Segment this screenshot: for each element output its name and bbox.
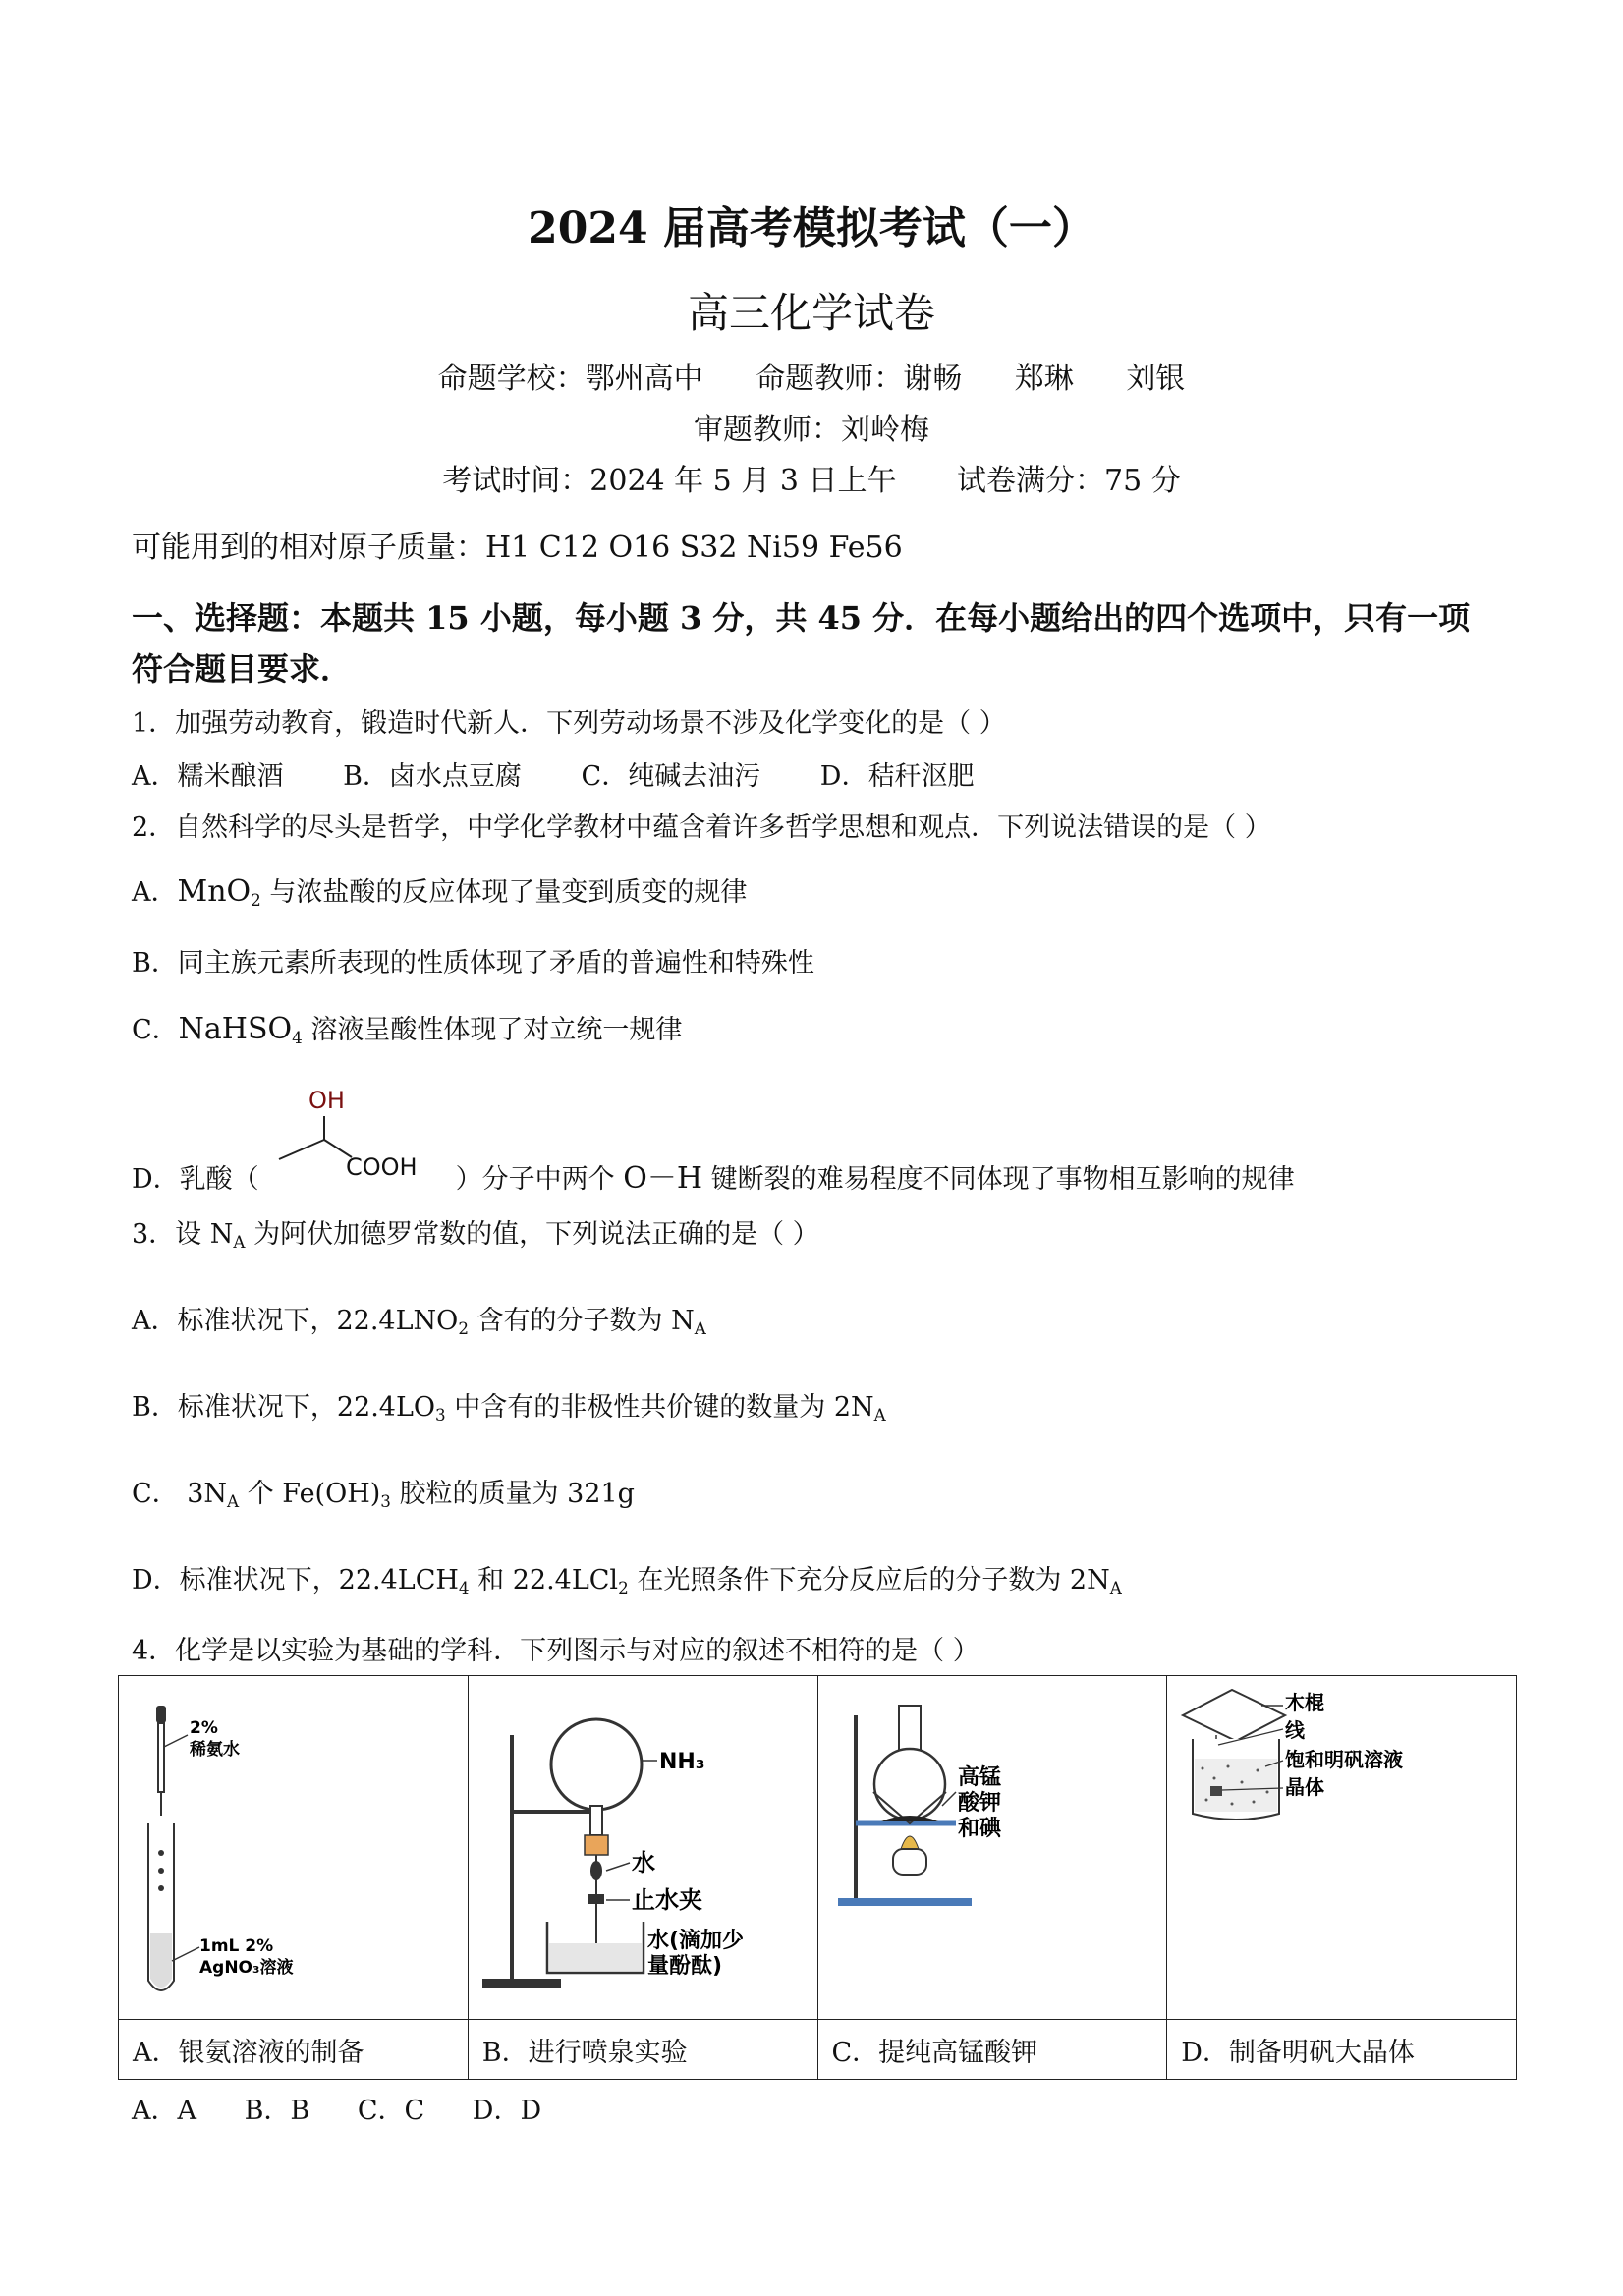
q1-option-b: B．卤水点豆腐 (343, 761, 522, 792)
exam-info (0, 456, 1623, 499)
section-heading: 一、选择题：本题共 15 小题，每小题 3 分，共 45 分．在每小题给出的四个选项中，只有一项 (132, 599, 1471, 637)
q4-caption-d: D．制备明矾大晶体 (1167, 2020, 1517, 2080)
q2-option-d: D．乳酸（ ）分子中两个 O－H 键断裂的难易程度不同体现了事物相互影响的规律 (132, 1161, 1295, 1196)
svg-text:木棍: 木棍 (1285, 1691, 1325, 1714)
q3-option-c: C． $3N_A$ 个 $Fe(OH)_3$ 胶粒的质量为 321g (132, 1479, 635, 1512)
q4-figure-d (1167, 1676, 1517, 2020)
q3-option-d: D．标准状况下，$22.4LCH_4$ 和 22.4LCl$_2$ 在光照条件下充分反应后的分子数为 $2N_A$ (132, 1565, 1122, 1598)
school-label: 命题学校：鄂州高中 (437, 362, 703, 396)
q4-figure-b (468, 1676, 817, 2020)
svg-text:晶体: 晶体 (1285, 1775, 1325, 1799)
svg-text:水: 水 (631, 1849, 655, 1876)
teacher-name-2: 郑琳 (1014, 362, 1074, 396)
mol-oh-label: OH (308, 1087, 345, 1114)
q4-caption-c: C．提纯高锰酸钾 (817, 2020, 1167, 2080)
svg-text:NH₃: NH₃ (658, 1750, 705, 1774)
q4-answer-c: C．C (357, 2096, 425, 2126)
section-heading-cont: 符合题目要求． (132, 650, 353, 688)
q4-answer-a: A．A (132, 2096, 196, 2126)
svg-text:和碘: 和碘 (957, 1817, 1001, 1841)
q3-stem: 3．设 $N_A$ 为阿伏加德罗常数的值，下列说法正确的是（ ） (132, 1219, 819, 1253)
full-score: 试卷满分：75 分 (957, 464, 1181, 498)
q1-option-c: C．纯碱去油污 (581, 761, 761, 792)
atomic-masses: 可能用到的相对原子质量：H1 C12 O16 S32 Ni59 Fe56 (132, 531, 903, 565)
svg-text:酸钾: 酸钾 (957, 1791, 1001, 1816)
q2-option-b: B．同主族元素所表现的性质体现了矛盾的普遍性和特殊性 (132, 948, 814, 979)
q2-stem: 2．自然科学的尽头是哲学，中学化学教材中蕴含着许多哲学思想和观点．下列说法错误的是（ ） (132, 812, 1271, 843)
q1-option-a: A．糯米酿酒 (132, 761, 284, 792)
svg-text:水(滴加少: 水(滴加少 (646, 1929, 744, 1953)
svg-text:止水夹: 止水夹 (631, 1886, 702, 1914)
q2-option-c: C．NaHSO$_4$ 溶液呈酸性体现了对立统一规律 (132, 1012, 683, 1048)
reviewer-label: 审题教师：刘岭梅 (694, 413, 929, 447)
svg-text:量酚酞): 量酚酞) (646, 1954, 722, 1979)
sublimation-apparatus (818, 1676, 1166, 2015)
svg-text:高锰: 高锰 (957, 1765, 1001, 1790)
svg-text:2%: 2% (190, 1718, 218, 1738)
q4-figure-table (118, 1675, 1517, 2080)
q2-option-a: A．MnO$_2$ 与浓盐酸的反应体现了量变到质变的规律 (132, 874, 748, 911)
teacher-name-3: 刘银 (1126, 362, 1186, 396)
q4-caption-a: A．银氨溶液的制备 (119, 2020, 469, 2080)
svg-text:AgNO₃溶液: AgNO₃溶液 (199, 1958, 294, 1978)
page-title: 2024 届高考模拟考试（一） (528, 203, 1095, 253)
silver-ammonia-apparatus (119, 1676, 467, 2015)
page-subtitle: 高三化学试卷 (687, 289, 935, 337)
exam-time: 考试时间：2024 年 5 月 3 日上午 (442, 464, 897, 498)
q3-option-a: A．标准状况下，$22.4LNO_2$ 含有的分子数为 $N_A$ (132, 1306, 706, 1339)
q1-option-d: D．秸秆沤肥 (819, 761, 975, 792)
q4-answer-d: D．D (472, 2096, 542, 2126)
teachers-label: 命题教师：谢畅 (756, 362, 963, 396)
q4-stem: 4．化学是以实验为基础的学科．下列图示与对应的叙述不相符的是（ ） (132, 1636, 979, 1666)
q4-figure-c (817, 1676, 1167, 2020)
q4-figure-a (119, 1676, 469, 2020)
svg-text:线: 线 (1285, 1718, 1306, 1742)
q1-stem: 1．加强劳动教育，锻造时代新人．下列劳动场景不涉及化学变化的是（ ） (132, 708, 1006, 739)
svg-text:稀氨水: 稀氨水 (190, 1740, 240, 1760)
crystal-growth-apparatus (1167, 1676, 1515, 2015)
q3-option-b: B．标准状况下，$22.4LO_3$ 中含有的非极性共价键的数量为 $2N_A$ (132, 1392, 886, 1426)
q4-answer-b: B．B (244, 2096, 310, 2126)
exam-authors (0, 354, 1623, 397)
mol-cooh-label: COOH (346, 1153, 418, 1181)
svg-text:饱和明矾溶液: 饱和明矾溶液 (1285, 1748, 1404, 1771)
svg-text:1mL 2%: 1mL 2% (199, 1936, 274, 1956)
q1-options (132, 755, 1025, 793)
q4-answer-options (132, 2089, 581, 2127)
q4-caption-b: B．进行喷泉实验 (468, 2020, 817, 2080)
fountain-apparatus (469, 1676, 816, 2015)
